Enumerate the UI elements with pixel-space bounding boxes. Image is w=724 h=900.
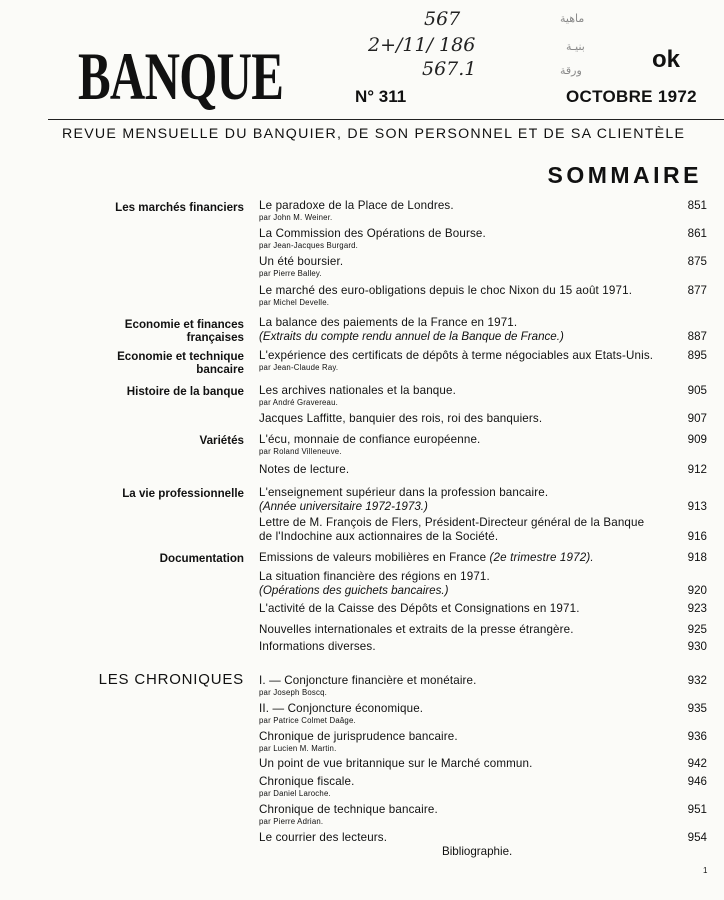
entry-page: 907 bbox=[687, 412, 707, 425]
entry-page: 912 bbox=[687, 463, 707, 476]
toc-entry bbox=[259, 602, 657, 616]
entry-page: 905 bbox=[687, 384, 707, 397]
issue-number: N° 311 bbox=[355, 87, 407, 106]
section-label: Variétés bbox=[199, 434, 244, 447]
handwritten-note-3: 567.1 bbox=[422, 58, 477, 80]
toc-entry bbox=[259, 284, 657, 308]
contents-title: SOMMAIRE bbox=[547, 162, 702, 188]
entry-title: L'écu, monnaie de confiance européenne. bbox=[259, 433, 481, 446]
library-stamp-line-3: ورقة bbox=[560, 64, 582, 77]
entry-title: Le marché des euro-obligations depuis le choc Nixon du 15 août 1971. bbox=[259, 284, 633, 297]
toc-entry bbox=[259, 831, 657, 845]
section-varietes bbox=[44, 434, 244, 447]
entry-title-line-2: de l'Indochine aux actionnaires de la Société. bbox=[259, 530, 499, 543]
toc-entry bbox=[259, 674, 657, 698]
section-documentation bbox=[44, 552, 244, 565]
entry-page: 916 bbox=[687, 530, 707, 543]
toc-entry bbox=[259, 255, 657, 279]
section-chroniques bbox=[44, 673, 244, 686]
entry-page: 887 bbox=[687, 330, 707, 343]
section-label: Economie et finances bbox=[124, 318, 244, 331]
entry-title: Les archives nationales et la banque. bbox=[259, 384, 456, 397]
entry-title: II. — Conjoncture économique. bbox=[259, 702, 424, 715]
section-economie-finances bbox=[44, 318, 244, 344]
entry-page: 851 bbox=[687, 199, 707, 212]
entry-page: 932 bbox=[687, 674, 707, 687]
section-label: bancaire bbox=[196, 363, 244, 376]
entry-author: par Jean-Claude Ray. bbox=[259, 363, 339, 372]
entry-title: Jacques Laffitte, banquier des rois, roi des banquiers. bbox=[259, 412, 543, 425]
section-label: Les marchés financiers bbox=[115, 201, 244, 214]
toc-entry bbox=[259, 757, 657, 771]
page-folio: 1 bbox=[703, 866, 708, 875]
entry-author: par Daniel Laroche. bbox=[259, 789, 331, 798]
entry-page: 954 bbox=[687, 831, 707, 844]
entry-author: par Roland Villeneuve. bbox=[259, 447, 342, 456]
handwritten-note-1: 567 bbox=[424, 8, 461, 30]
section-label: La vie professionnelle bbox=[122, 487, 244, 500]
entry-title: Lettre de M. François de Flers, Président-Directeur général de la Banque bbox=[259, 516, 645, 529]
toc-entry bbox=[259, 486, 657, 514]
entry-page: 925 bbox=[687, 623, 707, 636]
toc-entry bbox=[259, 730, 657, 754]
entry-title: Le courrier des lecteurs. bbox=[259, 831, 388, 844]
handwritten-mark: ok bbox=[652, 46, 681, 73]
entry-author: par Pierre Balley. bbox=[259, 269, 322, 278]
entry-title: Un été boursier. bbox=[259, 255, 344, 268]
toc-entry bbox=[259, 803, 657, 827]
toc-entry bbox=[259, 199, 657, 223]
entry-title: Chronique de technique bancaire. bbox=[259, 803, 438, 816]
entry-page: 920 bbox=[687, 584, 707, 597]
entry-title: I. — Conjoncture financière et monétaire. bbox=[259, 674, 477, 687]
toc-entry bbox=[259, 640, 657, 654]
toc-entry bbox=[259, 775, 657, 799]
entry-page: 935 bbox=[687, 702, 707, 715]
toc-entry bbox=[259, 316, 657, 344]
section-economie-technique bbox=[44, 350, 244, 376]
entry-author: par Joseph Boscq. bbox=[259, 688, 327, 697]
entry-author: par Jean-Jacques Burgard. bbox=[259, 241, 359, 250]
entry-subtitle: (Extraits du compte rendu annuel de la Banque de France.) bbox=[259, 330, 564, 343]
entry-title: Le paradoxe de la Place de Londres. bbox=[259, 199, 454, 212]
section-label: Documentation bbox=[159, 552, 244, 565]
handwritten-note-2: 2+/11/ 186 bbox=[368, 34, 476, 56]
toc-entry bbox=[259, 384, 657, 408]
entry-title: L'activité de la Caisse des Dépôts et Consignations en 1971. bbox=[259, 602, 580, 615]
section-histoire-banque bbox=[44, 385, 244, 398]
entry-author: par André Gravereau. bbox=[259, 398, 338, 407]
entry-title: Nouvelles internationales et extraits de la presse étrangère. bbox=[259, 623, 574, 636]
bibliography-heading: Bibliographie. bbox=[442, 845, 513, 858]
entry-title-row bbox=[259, 551, 657, 565]
entry-author: par Michel Develle. bbox=[259, 298, 330, 307]
header-divider bbox=[48, 119, 724, 120]
section-label: LES CHRONIQUES bbox=[98, 671, 244, 688]
toc-entry bbox=[259, 570, 657, 598]
entry-page: 930 bbox=[687, 640, 707, 653]
section-label: Histoire de la banque bbox=[126, 385, 244, 398]
magazine-tagline: REVUE MENSUELLE DU BANQUIER, DE SON PERSONNEL ET DE SA CLIENTÈLE bbox=[62, 126, 686, 142]
entry-title: Informations diverses. bbox=[259, 640, 376, 653]
entry-subtitle: (Année universitaire 1972-1973.) bbox=[259, 500, 428, 513]
library-stamp-line-1: ماهية bbox=[560, 12, 585, 25]
entry-title: La balance des paiements de la France en 1971. bbox=[259, 316, 518, 329]
entry-author: par John M. Weiner. bbox=[259, 213, 333, 222]
toc-entry bbox=[259, 227, 657, 251]
toc-entry bbox=[259, 349, 657, 373]
section-marches-financiers bbox=[44, 201, 244, 214]
entry-page: 936 bbox=[687, 730, 707, 743]
entry-title: La situation financière des régions en 1971. bbox=[259, 570, 490, 583]
section-label: françaises bbox=[186, 331, 244, 344]
entry-page: 913 bbox=[687, 500, 707, 513]
entry-title: Notes de lecture. bbox=[259, 463, 350, 476]
toc-entry bbox=[259, 412, 657, 426]
library-stamp-line-2: بنيـة bbox=[566, 40, 585, 53]
entry-subtitle: (Opérations des guichets bancaires.) bbox=[259, 584, 449, 597]
entry-title: Chronique de jurisprudence bancaire. bbox=[259, 730, 458, 743]
entry-title: Emissions de valeurs mobilières en France bbox=[259, 551, 487, 564]
entry-page: 909 bbox=[687, 433, 707, 446]
entry-title: La Commission des Opérations de Bourse. bbox=[259, 227, 486, 240]
entry-page: 875 bbox=[687, 255, 707, 268]
toc-entry bbox=[259, 702, 657, 726]
entry-title: Un point de vue britannique sur le Marché commun. bbox=[259, 757, 533, 770]
entry-title-italic: (2e trimestre 1972). bbox=[489, 551, 594, 564]
entry-page: 951 bbox=[687, 803, 707, 816]
section-vie-professionnelle bbox=[44, 487, 244, 500]
entry-page: 877 bbox=[687, 284, 707, 297]
toc-entry bbox=[259, 433, 657, 457]
entry-title: L'expérience des certificats de dépôts à terme négociables aux Etats-Unis. bbox=[259, 349, 654, 362]
entry-title: L'enseignement supérieur dans la profession bancaire. bbox=[259, 486, 549, 499]
entry-page: 895 bbox=[687, 349, 707, 362]
issue-date: OCTOBRE 1972 bbox=[566, 87, 697, 106]
toc-entry bbox=[259, 623, 657, 637]
entry-page: 946 bbox=[687, 775, 707, 788]
toc-entry bbox=[259, 463, 657, 477]
magazine-logo: BANQUE bbox=[78, 38, 284, 114]
entry-author: par Pierre Adrian. bbox=[259, 817, 324, 826]
entry-page: 942 bbox=[687, 757, 707, 770]
entry-page: 918 bbox=[687, 551, 707, 564]
section-label: Economie et technique bbox=[117, 350, 244, 363]
entry-page: 861 bbox=[687, 227, 707, 240]
entry-author: par Patrice Colmet Daâge. bbox=[259, 716, 356, 725]
toc-entry bbox=[259, 516, 657, 544]
toc-entry bbox=[259, 551, 657, 565]
entry-title: Chronique fiscale. bbox=[259, 775, 355, 788]
entry-page: 923 bbox=[687, 602, 707, 615]
entry-author: par Lucien M. Martin. bbox=[259, 744, 337, 753]
